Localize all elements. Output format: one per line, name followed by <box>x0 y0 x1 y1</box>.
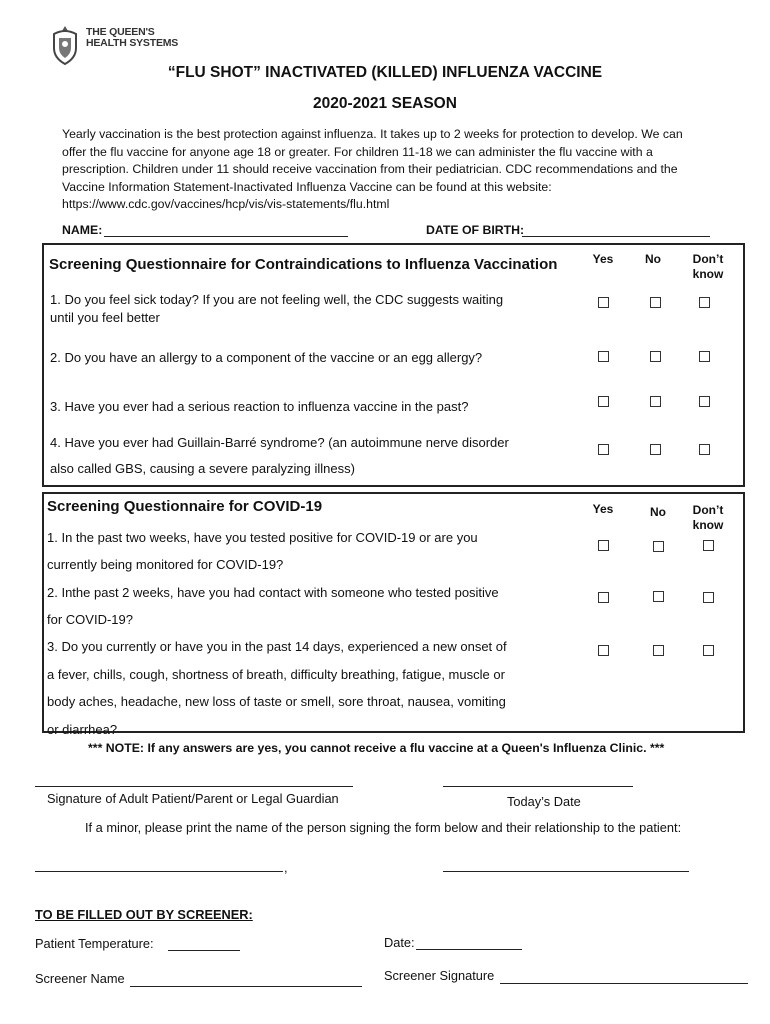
covid-q3-line2: a fever, chills, cough, shortness of breath, difficulty breathing, fatigue, muscle or <box>47 666 505 682</box>
dob-label: DATE OF BIRTH: <box>426 223 525 237</box>
influenza-section-title: Screening Questionnaire for Contraindications to Influenza Vaccination <box>49 256 558 273</box>
covid-dont-know-line1: Don’t <box>692 503 724 517</box>
name-field[interactable] <box>104 236 348 237</box>
covid-section-title: Screening Questionnaire for COVID-19 <box>47 498 323 515</box>
logo-line-1: THE QUEEN'S <box>86 26 155 38</box>
flu-q1-dontknow-checkbox[interactable] <box>699 297 710 308</box>
todays-date-label: Today’s Date <box>507 794 581 809</box>
relationship-field[interactable] <box>443 871 689 872</box>
col-no: No <box>645 252 661 266</box>
flu-q2-dontknow-checkbox[interactable] <box>699 351 710 362</box>
flu-q3-yes-checkbox[interactable] <box>598 396 609 407</box>
screener-heading: TO BE FILLED OUT BY SCREENER: <box>35 907 253 922</box>
screener-name-field[interactable] <box>130 986 362 987</box>
covid-dont-know-line2: know <box>692 518 724 532</box>
todays-date-field[interactable] <box>443 786 633 787</box>
q1-line2: until you feel better <box>50 310 160 325</box>
col-dont-know-line2: know <box>692 267 724 281</box>
col-dont-know <box>683 252 733 282</box>
covid-q2-dontknow-checkbox[interactable] <box>703 592 714 603</box>
influenza-q1 <box>50 291 503 327</box>
covid-q1-dontknow-checkbox[interactable] <box>703 540 714 551</box>
q4-line2: also called GBS, causing a severe paralyzing illness) <box>50 461 355 476</box>
covid-q2-line2: for COVID-19? <box>47 612 133 627</box>
covid-col-no: No <box>650 505 666 519</box>
covid-col-yes: Yes <box>592 502 614 516</box>
covid-q2-no-checkbox[interactable] <box>653 591 664 602</box>
influenza-q3: 3. Have you ever had a serious reaction to influenza vaccine in the past? <box>50 399 469 414</box>
influenza-q2: 2. Do you have an allergy to a component of the vaccine or an egg allergy? <box>50 350 483 365</box>
screener-date-field[interactable] <box>416 949 522 950</box>
flu-q4-dontknow-checkbox[interactable] <box>699 444 710 455</box>
note-text: *** NOTE: If any answers are yes, you cannot receive a flu vaccine at a Queen's Influenza Clinic. *** <box>88 741 665 755</box>
cdc-link-text: https://www.cdc.gov/vaccines/hcp/vis/vis-statements/flu.html <box>62 197 390 212</box>
flu-q4-yes-checkbox[interactable] <box>598 444 609 455</box>
covid-q2-yes-checkbox[interactable] <box>598 592 609 603</box>
screener-name-label: Screener Name <box>35 971 125 986</box>
covid-q3-line3: body aches, headache, new loss of taste or smell, sore throat, nausea, vomiting <box>47 694 506 709</box>
patient-temperature-field[interactable] <box>168 950 240 951</box>
covid-col-dont-know <box>683 503 733 533</box>
name-label: NAME: <box>62 223 103 237</box>
flu-q2-no-checkbox[interactable] <box>650 351 661 362</box>
dob-field[interactable] <box>522 236 710 237</box>
intro-line: offer the flu vaccine for anyone age 18 or greater. For children 11-18 we can administer the flu vaccine with a <box>62 144 653 159</box>
flu-q1-yes-checkbox[interactable] <box>598 297 609 308</box>
covid-q3-yes-checkbox[interactable] <box>598 645 609 656</box>
signature-field[interactable] <box>35 786 353 787</box>
influenza-q4 <box>50 434 509 478</box>
minor-instructions: If a minor, please print the name of the person signing the form below and their relationship to the patient: <box>85 820 682 835</box>
covid-q2 <box>47 579 499 633</box>
covid-q3-dontknow-checkbox[interactable] <box>703 645 714 656</box>
screener-signature-field[interactable] <box>500 983 748 984</box>
logo-text <box>86 27 178 49</box>
intro-line: prescription. Children under 11 should receive vaccination from their pediatrician. CDC recommendations and the <box>62 162 678 177</box>
minor-signer-name-field[interactable] <box>35 871 283 872</box>
q1-line1: 1. Do you feel sick today? If you are not feeling well, the CDC suggests waiting <box>50 292 504 307</box>
logo-line-2: HEALTH SYSTEMS <box>86 37 179 49</box>
covid-q1 <box>47 524 478 578</box>
covid-q3-no-checkbox[interactable] <box>653 645 664 656</box>
covid-q3 <box>47 633 507 743</box>
covid-q3-line4: or diarrhea? <box>47 721 118 737</box>
date-label: Date: <box>384 935 415 950</box>
intro-line: Vaccine Information Statement-Inactivated Influenza Vaccine can be found at this website: <box>62 179 552 194</box>
screener-signature-label: Screener Signature <box>384 968 495 983</box>
queens-health-logo <box>48 24 188 66</box>
flu-q3-dontknow-checkbox[interactable] <box>699 396 710 407</box>
title-line-2: 2020-2021 SEASON <box>313 95 457 112</box>
intro-line: Yearly vaccination is the best protection against influenza. It takes up to 2 weeks for protection to develop. We can <box>62 127 683 141</box>
flu-q1-no-checkbox[interactable] <box>650 297 661 308</box>
crest-icon <box>48 24 82 66</box>
comma-separator: , <box>284 860 288 875</box>
col-dont-know-line1: Don’t <box>692 252 724 266</box>
covid-q3-line1: 3. Do you currently or have you in the past 14 days, experienced a new onset of <box>47 639 507 654</box>
covid-q1-line1: 1. In the past two weeks, have you tested positive for COVID-19 or are you <box>47 530 478 545</box>
signature-label: Signature of Adult Patient/Parent or Legal Guardian <box>47 791 339 806</box>
covid-q1-line2: currently being monitored for COVID-19? <box>47 557 284 572</box>
covid-q1-no-checkbox[interactable] <box>653 541 664 552</box>
title-line-1: “FLU SHOT” INACTIVATED (KILLED) INFLUENZA VACCINE <box>167 64 603 81</box>
flu-q2-yes-checkbox[interactable] <box>598 351 609 362</box>
q4-line1: 4. Have you ever had Guillain-Barré syndrome? (an autoimmune nerve disorder <box>50 435 509 450</box>
patient-temperature-label: Patient Temperature: <box>35 936 154 951</box>
covid-q1-yes-checkbox[interactable] <box>598 540 609 551</box>
intro-paragraph <box>62 126 722 214</box>
covid-q2-line1: 2. Inthe past 2 weeks, have you had contact with someone who tested positive <box>47 585 499 600</box>
flu-q3-no-checkbox[interactable] <box>650 396 661 407</box>
col-yes: Yes <box>592 252 614 266</box>
flu-q4-no-checkbox[interactable] <box>650 444 661 455</box>
